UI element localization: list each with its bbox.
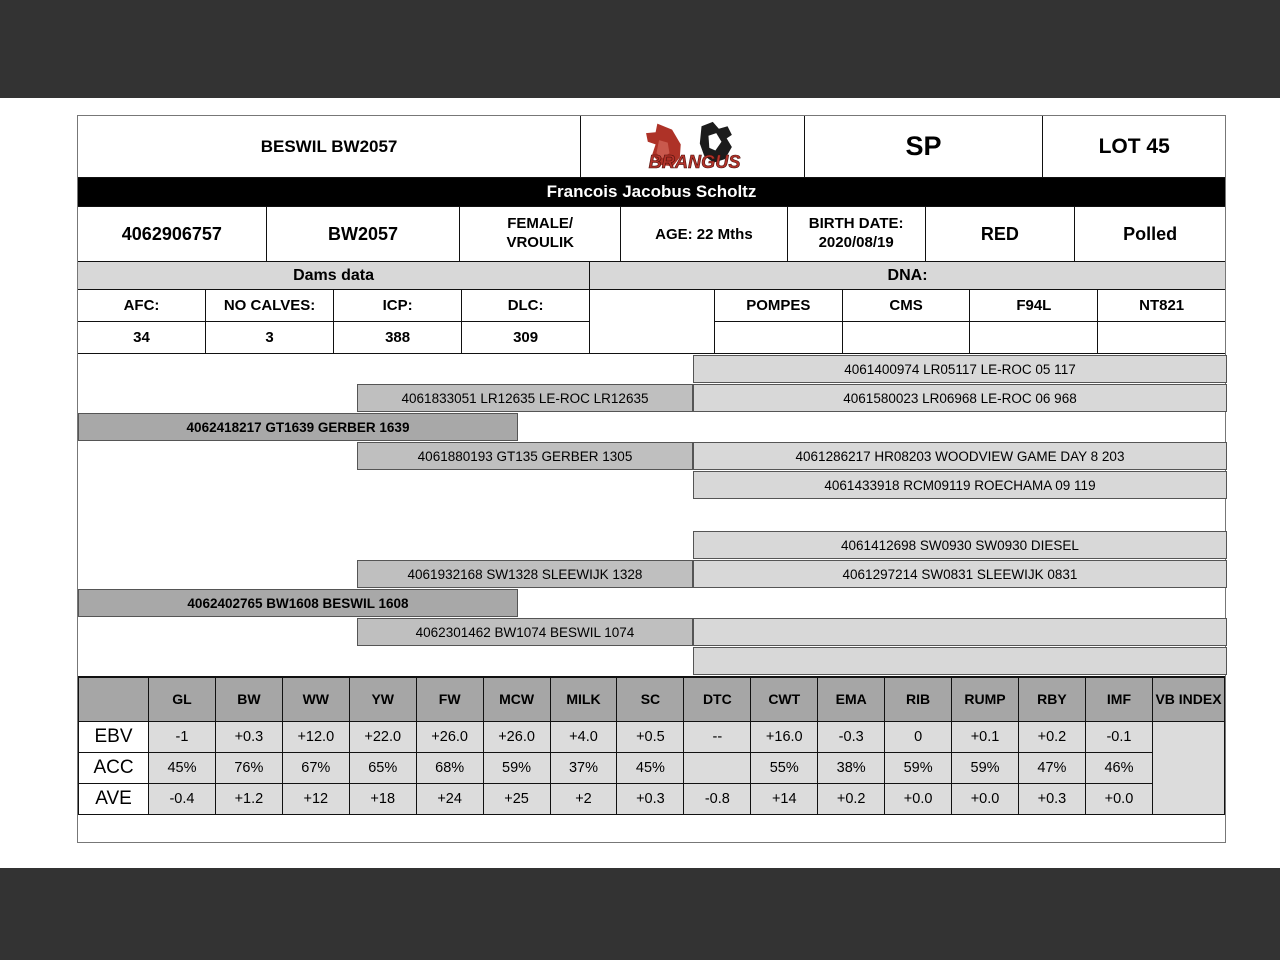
ebv-bw: +0.3: [215, 722, 282, 753]
category-code: SP: [805, 116, 1044, 178]
acc-ema: 38%: [818, 753, 885, 784]
ave-ema: +0.2: [818, 784, 885, 815]
breeder-name-bar: [78, 178, 1225, 207]
pedigree-dam-dam-sire: [693, 618, 1227, 646]
birth-date: [788, 207, 926, 262]
ebv-values-row: [79, 722, 1225, 753]
col-milk: MILK: [550, 678, 617, 722]
col-mcw: MCW: [483, 678, 550, 722]
col-yw: YW: [349, 678, 416, 722]
ave-mcw: +25: [483, 784, 550, 815]
acc-imf: 46%: [1085, 753, 1152, 784]
pedigree-sire-sire-sire: 4061400974 LR05117 LE-ROC 05 117: [693, 355, 1227, 383]
pedigree-dam-sire: 4061932168 SW1328 SLEEWIJK 1328: [357, 560, 693, 588]
acc-dtc: [684, 753, 751, 784]
pedigree-dam-dam: 4062301462 BW1074 BESWIL 1074: [357, 618, 693, 646]
ebv-table: [78, 677, 1225, 815]
acc-values-row: [79, 753, 1225, 784]
dna-result-cms: [843, 322, 971, 354]
animal-sex: [460, 207, 621, 262]
dna-columns: [715, 290, 1225, 354]
dlc-label: DLC:: [462, 290, 590, 322]
dams-data-columns: [78, 290, 590, 354]
catalog-card: [77, 115, 1226, 843]
top-dark-bar: [0, 0, 1280, 98]
birth-date-label: BIRTH DATE:: [808, 215, 904, 233]
animal-age: AGE: 22 Mths: [621, 207, 788, 262]
vb-index-value: [1153, 722, 1225, 815]
ebv-corner-cell: [79, 678, 149, 722]
ebv-row-label: EBV: [79, 722, 149, 753]
ave-rib: +0.0: [885, 784, 952, 815]
ebv-fw: +26.0: [416, 722, 483, 753]
ebv-cwt: +16.0: [751, 722, 818, 753]
lot-number: LOT 45: [1043, 116, 1225, 178]
col-imf: IMF: [1085, 678, 1152, 722]
animal-colour: RED: [926, 207, 1076, 262]
detail-block: [78, 290, 1225, 354]
brangus-logo-icon: [617, 121, 767, 173]
acc-row-label: ACC: [79, 753, 149, 784]
acc-bw: 76%: [215, 753, 282, 784]
pedigree-sire-sire-dam: 4061580023 LR06968 LE-ROC 06 968: [693, 384, 1227, 412]
ave-yw: +18: [349, 784, 416, 815]
brangus-logo: [581, 116, 805, 178]
col-rby: RBY: [1018, 678, 1085, 722]
ebv-rib: 0: [885, 722, 952, 753]
pedigree-sire-sire: 4061833051 LR12635 LE-ROC LR12635: [357, 384, 693, 412]
col-fw: FW: [416, 678, 483, 722]
dna-test-nt821: NT821: [1098, 290, 1225, 322]
col-rib: RIB: [885, 678, 952, 722]
col-vb-index: VB INDEX: [1153, 678, 1225, 722]
sex-line1: FEMALE/: [507, 215, 574, 233]
col-rump: RUMP: [952, 678, 1019, 722]
afc-label: AFC:: [78, 290, 206, 322]
dna-result-nt821: [1098, 322, 1225, 354]
horn-status: Polled: [1075, 207, 1225, 262]
acc-rib: 59%: [885, 753, 952, 784]
dna-title: DNA:: [590, 262, 1225, 290]
ebv-header-row: [79, 678, 1225, 722]
ebv-rby: +0.2: [1018, 722, 1085, 753]
pedigree-dam: 4062402765 BW1608 BESWIL 1608: [78, 589, 518, 617]
pedigree-sire-dam: 4061880193 GT135 GERBER 1305: [357, 442, 693, 470]
pedigree-dam-dam-dam: [693, 647, 1227, 675]
sex-line2: VROULIK: [506, 234, 574, 251]
bottom-dark-bar: [0, 868, 1280, 960]
acc-milk: 37%: [550, 753, 617, 784]
identity-row: [78, 207, 1225, 262]
ave-gl: -0.4: [149, 784, 216, 815]
ebv-gl: -1: [149, 722, 216, 753]
dna-test-f94l: F94L: [970, 290, 1098, 322]
icp-value: 388: [334, 322, 462, 354]
ave-row-label: AVE: [79, 784, 149, 815]
pedigree-sire-dam-sire: 4061286217 HR08203 WOODVIEW GAME DAY 8 203: [693, 442, 1227, 470]
acc-mcw: 59%: [483, 753, 550, 784]
afc-value: 34: [78, 322, 206, 354]
blank-footer-row: [78, 815, 1225, 841]
pedigree-chart: [78, 354, 1225, 677]
pedigree-dam-sire-dam: 4061297214 SW0831 SLEEWIJK 0831: [693, 560, 1227, 588]
col-sc: SC: [617, 678, 684, 722]
acc-rby: 47%: [1018, 753, 1085, 784]
ave-bw: +1.2: [215, 784, 282, 815]
acc-rump: 59%: [952, 753, 1019, 784]
acc-sc: 45%: [617, 753, 684, 784]
ave-dtc: -0.8: [684, 784, 751, 815]
animal-name: BESWIL BW2057: [78, 116, 581, 178]
brangus-logo-text: BRANGUS: [649, 151, 741, 172]
no-calves-label: NO CALVES:: [206, 290, 334, 322]
ave-milk: +2: [550, 784, 617, 815]
dna-result-f94l: [970, 322, 1098, 354]
acc-yw: 65%: [349, 753, 416, 784]
col-ema: EMA: [818, 678, 885, 722]
ave-ww: +12: [282, 784, 349, 815]
ebv-mcw: +26.0: [483, 722, 550, 753]
col-cwt: CWT: [751, 678, 818, 722]
ebv-rump: +0.1: [952, 722, 1019, 753]
ebv-yw: +22.0: [349, 722, 416, 753]
col-gl: GL: [149, 678, 216, 722]
ebv-imf: -0.1: [1085, 722, 1152, 753]
col-bw: BW: [215, 678, 282, 722]
ave-rby: +0.3: [1018, 784, 1085, 815]
col-ww: WW: [282, 678, 349, 722]
ebv-sc: +0.5: [617, 722, 684, 753]
acc-gl: 45%: [149, 753, 216, 784]
ebv-milk: +4.0: [550, 722, 617, 753]
dlc-value: 309: [462, 322, 590, 354]
animal-tag: BW2057: [267, 207, 461, 262]
section-title-row: [78, 262, 1225, 290]
acc-cwt: 55%: [751, 753, 818, 784]
pedigree-sire: 4062418217 GT1639 GERBER 1639: [78, 413, 518, 441]
ave-imf: +0.0: [1085, 784, 1152, 815]
dna-test-cms: CMS: [843, 290, 971, 322]
pedigree-sire-dam-dam: 4061433918 RCM09119 ROECHAMA 09 119: [693, 471, 1227, 499]
pedigree-dam-sire-sire: 4061412698 SW0930 SW0930 DIESEL: [693, 531, 1227, 559]
ebv-ww: +12.0: [282, 722, 349, 753]
acc-ww: 67%: [282, 753, 349, 784]
no-calves-value: 3: [206, 322, 334, 354]
dna-test-pompes: POMPES: [715, 290, 843, 322]
animal-id-number: 4062906757: [78, 207, 267, 262]
icp-label: ICP:: [334, 290, 462, 322]
ebv-dtc: --: [684, 722, 751, 753]
spacer-cell: [590, 290, 715, 354]
dna-result-pompes: [715, 322, 843, 354]
header-row: [78, 116, 1225, 178]
ave-rump: +0.0: [952, 784, 1019, 815]
ave-fw: +24: [416, 784, 483, 815]
dams-data-title: Dams data: [78, 262, 590, 290]
ave-sc: +0.3: [617, 784, 684, 815]
ebv-ema: -0.3: [818, 722, 885, 753]
breeder-name: Francois Jacobus Scholtz: [546, 182, 757, 201]
col-dtc: DTC: [684, 678, 751, 722]
ave-cwt: +14: [751, 784, 818, 815]
birth-date-value: 2020/08/19: [818, 234, 894, 251]
ave-values-row: [79, 784, 1225, 815]
acc-fw: 68%: [416, 753, 483, 784]
